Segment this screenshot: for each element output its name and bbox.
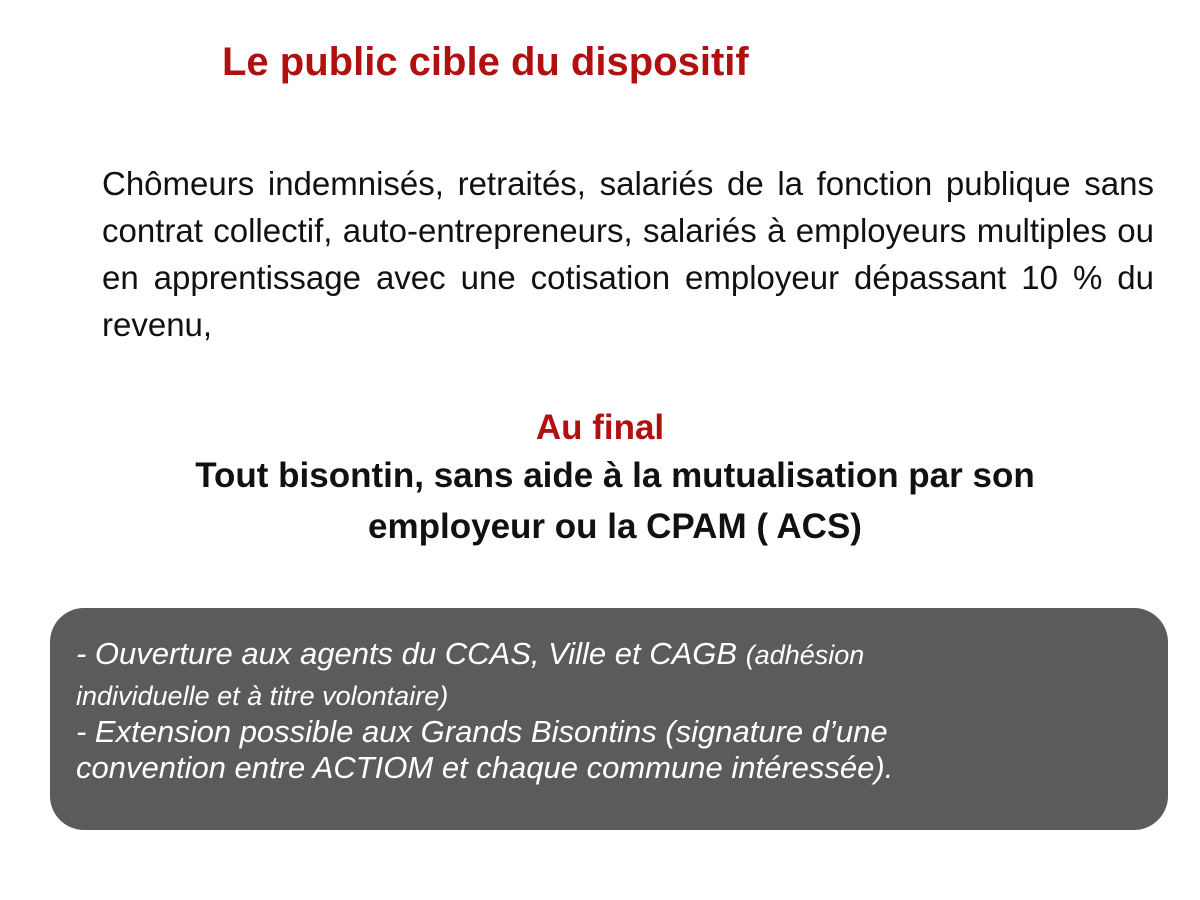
conclusion-text xyxy=(100,450,1130,552)
box-item-1-paren-start: (adhésion xyxy=(745,640,865,670)
box-item-1-main: - Ouverture aux agents du CCAS, Ville et CAGB xyxy=(76,636,746,671)
conclusion-line-1: Tout bisontin, sans aide à la mutualisation par son xyxy=(195,456,1035,495)
box-item-2-line-1: - Extension possible aux Grands Bisontins (signature d’une xyxy=(76,714,888,749)
box-item-1-line-2: individuelle et à titre volontaire) xyxy=(76,681,449,711)
conclusion-heading: Au final xyxy=(535,408,665,447)
extension-info-box xyxy=(50,608,1168,830)
target-audience-paragraph: Chômeurs indemnisés, retraités, salariés de la fonction publique sans contrat collectif, auto-entrepreneurs, salariés à employeurs multiples ou en apprentissage avec une cotisation employeur dépassant 10 % du revenu, xyxy=(102,165,1154,343)
conclusion-line-2: employeur ou la CPAM ( ACS) xyxy=(368,507,862,546)
slide-title: Le public cible du dispositif xyxy=(222,40,749,84)
box-item-2-line-2: convention entre ACTIOM et chaque commune intéressée). xyxy=(76,750,894,785)
box-item-1-line-1 xyxy=(76,636,1144,678)
